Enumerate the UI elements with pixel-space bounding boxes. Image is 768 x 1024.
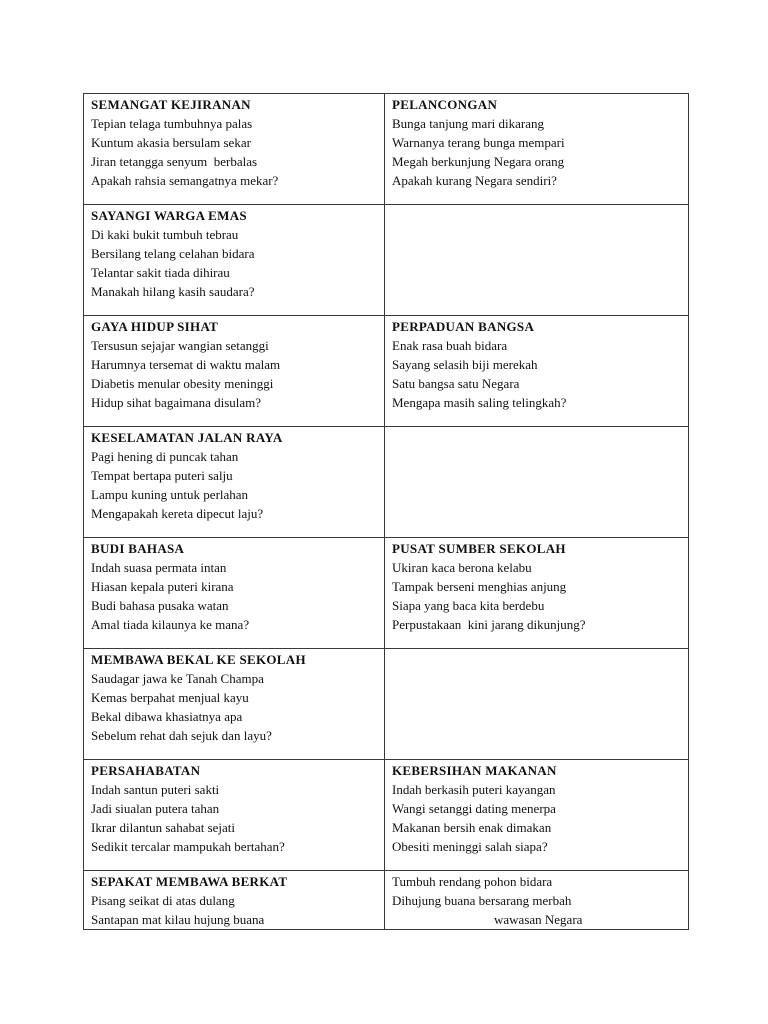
pantun-cell-right — [385, 205, 689, 316]
table-row — [84, 205, 689, 316]
table-row — [84, 427, 689, 538]
pantun-cell-left — [84, 760, 385, 871]
pantun-cell-left — [84, 205, 385, 316]
pantun-cell-left — [84, 538, 385, 649]
pantun-line: Apakah rahsia semangatnya mekar? — [91, 173, 279, 188]
table-row — [84, 316, 689, 427]
pantun-line: Kemas berpahat menjual kayu — [91, 690, 249, 705]
pantun-line: Tempat bertapa puteri salju — [91, 468, 233, 483]
pantun-line: Satu bangsa satu Negara — [392, 376, 520, 391]
pantun-line: Megah berkunjung Negara orang — [392, 154, 565, 169]
pantun-line: Dihujung buana bersarang merbah — [392, 893, 572, 908]
pantun-line: Bekal dibawa khasiatnya apa — [91, 709, 243, 724]
pantun-line: Santapan mat kilau hujung buana — [91, 912, 265, 927]
pantun-cell-right — [385, 649, 689, 760]
pantun-line: Budi bahasa pusaka watan — [91, 598, 229, 613]
pantun-line: Manakah hilang kasih saudara? — [91, 284, 255, 299]
pantun-line: Telantar sakit tiada dihirau — [91, 265, 230, 280]
pantun-line: Tersusun sejajar wangian setanggi — [91, 338, 269, 353]
pantun-cell-right — [385, 427, 689, 538]
pantun-line: Saudagar jawa ke Tanah Champa — [91, 671, 264, 686]
pantun-heading: PERPADUAN BANGSA — [392, 319, 535, 334]
pantun-line: Hiasan kepala puteri kirana — [91, 579, 234, 594]
table-row — [84, 649, 689, 760]
pantun-line: Ukiran kaca berona kelabu — [392, 560, 532, 575]
pantun-cell-right — [385, 316, 689, 427]
pantun-heading: KEBERSIHAN MAKANAN — [392, 763, 557, 778]
pantun-line: Apakah kurang Negara sendiri? — [392, 173, 557, 188]
pantun-heading: GAYA HIDUP SIHAT — [91, 319, 219, 334]
pantun-line: Obesiti meninggi salah siapa? — [392, 839, 548, 854]
pantun-heading: MEMBAWA BEKAL KE SEKOLAH — [91, 652, 306, 667]
pantun-cell-left — [84, 427, 385, 538]
pantun-cell-right — [385, 538, 689, 649]
pantun-line: Pisang seikat di atas dulang — [91, 893, 235, 908]
pantun-line: Perpustakaan kini jarang dikunjung? — [392, 617, 586, 632]
pantun-line: Indah suasa permata intan — [91, 560, 227, 575]
pantun-line: Mengapa masih saling telingkah? — [392, 395, 567, 410]
pantun-cell-left — [84, 316, 385, 427]
pantun-cell-left — [84, 649, 385, 760]
pantun-line: Indah berkasih puteri kayangan — [392, 782, 556, 797]
table-row — [84, 871, 689, 930]
pantun-heading: PERSAHABATAN — [91, 763, 201, 778]
pantun-cell-right — [385, 94, 689, 205]
pantun-line: Ikrar dilantun sahabat sejati — [91, 820, 236, 835]
pantun-cell-right — [385, 760, 689, 871]
pantun-line: Mengapakah kereta dipecut laju? — [91, 506, 264, 521]
pantun-line: Siapa yang baca kita berdebu — [392, 598, 545, 613]
pantun-line: Sedikit tercalar mampukah bertahan? — [91, 839, 285, 854]
pantun-line: Pagi hening di puncak tahan — [91, 449, 239, 464]
pantun-line: Wangi setanggi dating menerpa — [392, 801, 556, 816]
pantun-heading: SEPAKAT MEMBAWA BERKAT — [91, 874, 288, 889]
pantun-line: Bersilang telang celahan bidara — [91, 246, 255, 261]
pantun-line: Tumbuh rendang pohon bidara — [392, 874, 553, 889]
pantun-line: Enak rasa buah bidara — [392, 338, 508, 353]
pantun-line: Tampak berseni menghias anjung — [392, 579, 567, 594]
pantun-line: Warnanya terang bunga mempari — [392, 135, 565, 150]
pantun-line: Jiran tetangga senyum berbalas — [91, 154, 258, 169]
pantun-line: Jadi siualan putera tahan — [91, 801, 220, 816]
pantun-heading: SAYANGI WARGA EMAS — [91, 208, 247, 223]
pantun-cell-left — [84, 94, 385, 205]
pantun-table-body — [84, 94, 689, 930]
pantun-line: Lampu kuning untuk perlahan — [91, 487, 249, 502]
table-row — [84, 760, 689, 871]
pantun-line: Sayang selasih biji merekah — [392, 357, 538, 372]
pantun-cell-left — [84, 871, 385, 930]
pantun-line: Diabetis menular obesity meninggi — [91, 376, 274, 391]
pantun-line: Bunga tanjung mari dikarang — [392, 116, 544, 131]
table-row — [84, 538, 689, 649]
pantun-line: Indah santun puteri sakti — [91, 782, 220, 797]
pantun-heading: PELANCONGAN — [392, 97, 498, 112]
table-row — [84, 94, 689, 205]
pantun-heading: SEMANGAT KEJIRANAN — [91, 97, 251, 112]
pantun-line: Hidup sihat bagaimana disulam? — [91, 395, 262, 410]
pantun-line: Tepian telaga tumbuhnya palas — [91, 116, 253, 131]
pantun-cell-right — [385, 871, 689, 930]
pantun-line: Kuntum akasia bersulam sekar — [91, 135, 251, 150]
pantun-line: Amal tiada kilaunya ke mana? — [91, 617, 250, 632]
pantun-heading: KESELAMATAN JALAN RAYA — [91, 430, 283, 445]
pantun-line: Di kaki bukit tumbuh tebrau — [91, 227, 239, 242]
pantun-line: Sebelum rehat dah sejuk dan layu? — [91, 728, 272, 743]
pantun-line: Harumnya tersemat di waktu malam — [91, 357, 281, 372]
pantun-heading: BUDI BAHASA — [91, 541, 185, 556]
pantun-line: Makanan bersih enak dimakan — [392, 820, 552, 835]
pantun-heading: PUSAT SUMBER SEKOLAH — [392, 541, 566, 556]
pantun-table — [83, 93, 689, 930]
pantun-line: wawasan Negara — [494, 912, 583, 927]
